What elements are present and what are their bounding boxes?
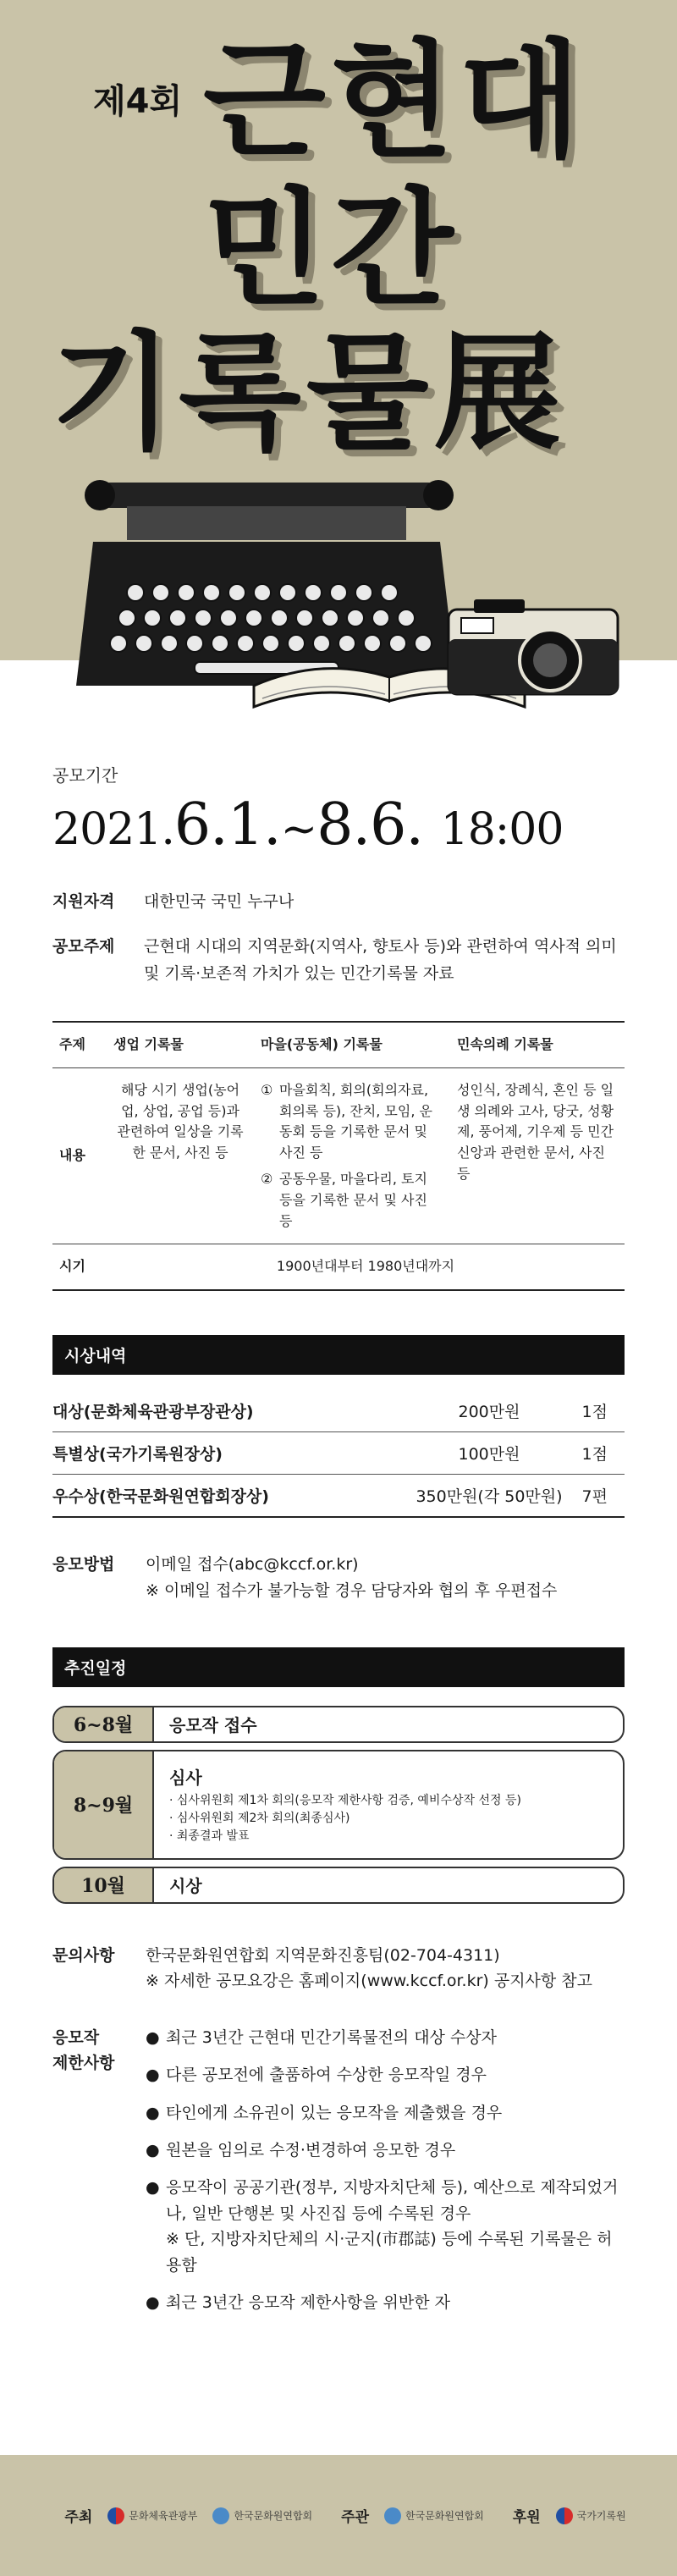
schedule-sub-item: · 심사위원회 제2차 회의(최종심사) [169,1810,521,1828]
eligibility-row [52,889,625,915]
award-count: 1점 [565,1432,625,1475]
apply-label: 응모방법 [52,1555,115,1575]
award-count: 7편 [565,1475,625,1518]
theme-header-topic: 주제 [52,1022,107,1067]
period-date [52,792,625,858]
schedule-list [52,1706,625,1904]
organizer-label: 주관 [341,2509,370,2526]
schedule-step-body [154,1751,537,1858]
bullet-icon: ● [146,2178,160,2198]
bullet-icon: ● [146,2027,160,2047]
eligibility-value: 대한민국 국민 누구나 [144,892,294,911]
award-name: 우수상(한국문화원연합회장상) [52,1475,413,1518]
mcst-logo-icon [107,2507,124,2524]
period-time: 18:00 [440,804,564,855]
bullet-icon: ● [146,2292,160,2312]
period-start: 6.1. [173,792,281,858]
organizer-org: 한국문화원연합회 [384,2507,484,2524]
award-row [52,1475,625,1518]
inquiry-row [52,1943,625,1994]
bullet-icon: ● [146,2066,160,2085]
schedule-title: 시상 [169,1876,202,1897]
sponsor-org: 국가기록원 [556,2507,626,2524]
schedule-step [52,1867,625,1904]
period-tilde: ~ [280,804,317,855]
award-amount: 350만원(각 50만원) [413,1475,565,1518]
schedule-step [52,1750,625,1860]
main-content [52,762,625,2327]
apply-method-row [52,1552,625,1603]
schedule-sub-list [169,1792,521,1845]
restriction-item: ● 최근 3년간 근현대 민간기록물전의 대상 수상자 [146,2025,625,2050]
bullet-icon: ● [146,2140,160,2160]
footer-organizers [0,2455,677,2576]
village-item-1: ① 마을회칙, 회의(회의자료, 회의록 등), 잔치, 모임, 운동회 등을 기록한 문서 및 사진 등 [261,1081,432,1161]
restriction-item: ● 다른 공모전에 출품하여 수상한 응모작일 경우 [146,2062,625,2088]
host-org-kccf: 한국문화원연합회 [212,2507,312,2524]
award-row [52,1390,625,1432]
award-amount: 100만원 [413,1432,565,1475]
restriction-item: ● 응모작이 공공기관(정부, 지방자치단체 등), 예산으로 제작되었거나, 일반 단행본 및 사진집 등에 수록된 경우 ※ 단, 지방자치단체의 시·군지(市郡誌) 등에 수록된 기록물은 허용함 [146,2175,625,2278]
typewriter-icon [76,480,457,686]
subject-row [52,934,625,987]
awards-section-title: 시상내역 [52,1335,625,1375]
award-name: 대상(문화체육관광부장관상) [52,1390,413,1432]
period-label: 공모기간 [52,765,118,786]
host-label: 주최 [64,2509,93,2526]
schedule-sub-item: · 최종결과 발표 [169,1828,521,1845]
sponsor-label: 후원 [512,2509,541,2526]
schedule-section-title: 추진일정 [52,1647,625,1687]
theme-content-label: 내용 [52,1067,107,1244]
award-name: 특별상(국가기록원장상) [52,1432,413,1475]
restriction-item: ● 원본을 임의로 수정·변경하여 응모한 경우 [146,2137,625,2163]
theme-table [52,1021,625,1291]
restrictions-list [146,2025,625,2328]
inquiry-contact: 한국문화원연합회 지역문화진흥팀(02-704-4311) [146,1945,500,1965]
schedule-sub-item: · 심사위원회 제1차 회의(응모작 제한사항 검증, 예비수상작 선정 등) [169,1792,521,1810]
schedule-month: 10월 [54,1868,154,1902]
typewriter-camera-book-illustration [0,466,677,736]
theme-header-village: 마을(공동체) 기록물 [254,1022,450,1067]
period-end: 8.6. [316,792,423,858]
schedule-month: 6~8월 [54,1707,154,1741]
restriction-item: ● 최근 3년간 응모작 제한사항을 위반한 자 [146,2290,625,2315]
village-item-2: ② 공동우물, 마을다리, 토지 등을 기록한 문서 및 사진 등 [261,1171,427,1229]
restriction-note: ※ 단, 지방자치단체의 시·군지(市郡誌) 등에 수록된 기록물은 허용함 [166,2230,613,2275]
theme-period-label: 시기 [52,1244,107,1290]
camera-icon [449,599,618,694]
subject-label: 공모주제 [52,937,115,957]
edition-label: 제4회 [93,82,183,121]
inquiry-label: 문의사항 [52,1945,115,1965]
theme-header-folk: 민속의례 기록물 [450,1022,625,1067]
eligibility-label: 지원자격 [52,892,115,911]
schedule-title: 심사 [169,1767,202,1788]
restriction-item: ● 타인에게 소유권이 있는 응모작을 제출했을 경우 [146,2100,625,2126]
kccf-logo-icon [384,2507,401,2524]
inquiry-note: ※ 자세한 공모요강은 홈페이지(www.kccf.or.kr) 공지사항 참고 [146,1972,593,1991]
restrictions-label: 응모작 제한사항 [52,2027,115,2073]
application-period [52,762,625,858]
bullet-icon: ● [146,2103,160,2122]
awards-table [52,1390,625,1518]
restrictions-row [52,2025,625,2328]
award-row [52,1432,625,1475]
title-line-1: 근현대 [203,28,586,175]
title-line-3: 기록물展 [51,320,566,467]
schedule-title: 응모작 접수 [169,1715,257,1736]
subject-value: 근현대 시대의 지역문화(지역사, 향토사 등)와 관련하여 역사적 의미 및 기록·보존적 가치가 있는 민간기록물 자료 [144,937,617,983]
schedule-step [52,1706,625,1743]
title-line-2: 민간 [203,176,459,323]
theme-village-content [254,1067,450,1244]
apply-note: ※ 이메일 접수가 불가능할 경우 담당자와 협의 후 우편접수 [146,1580,558,1600]
award-amount: 200만원 [413,1390,565,1432]
schedule-month: 8~9월 [54,1751,154,1858]
theme-period-value: 1900년대부터 1980년대까지 [107,1244,625,1290]
host-org-mcst: 문화체육관광부 [107,2507,197,2524]
award-count: 1점 [565,1390,625,1432]
apply-email: 이메일 접수(abc@kccf.or.kr) [146,1555,359,1575]
kccf-logo-icon [212,2507,229,2524]
archives-logo-icon [556,2507,573,2524]
theme-livelihood-content: 해당 시기 생업(농어업, 상업, 공업 등)과 관련하여 일상을 기록한 문서, 사진 등 [107,1067,254,1244]
theme-header-livelihood: 생업 기록물 [107,1022,254,1067]
period-year: 2021. [52,804,174,855]
theme-folk-content: 성인식, 장례식, 혼인 등 일생 의례와 고사, 당굿, 성황제, 풍어제, 기우제 등 민간신앙과 관련한 문서, 사진 등 [450,1067,625,1244]
